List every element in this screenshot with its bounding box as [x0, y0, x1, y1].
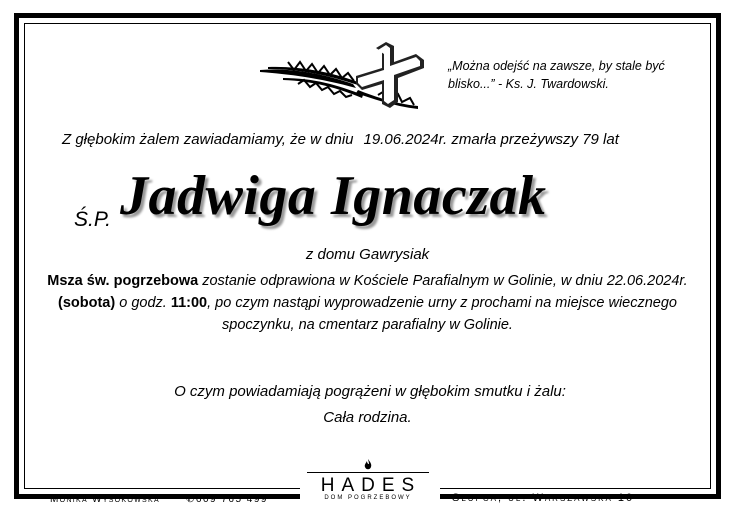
footer-phone: ✆609 765 499 [186, 494, 268, 505]
announcement-suffix: r. zmarła przeżywszy 79 lat [438, 131, 619, 148]
maiden-name: z domu Gawrysiak [305, 246, 430, 263]
cross-with-palm-icon [258, 40, 438, 112]
logo-brand: HADES [320, 475, 422, 496]
footer-person: Monika Wysokowska [50, 494, 160, 505]
honorific: Ś.P. [74, 208, 111, 231]
funeral-details [40, 270, 695, 336]
hades-logo [303, 458, 433, 501]
closing-family: Cała rodzina. [323, 409, 412, 426]
death-date: 19.06.2024 [363, 131, 439, 148]
logo-subtitle: DOM POGRZEBOWY [324, 495, 412, 501]
logo-rule [307, 472, 429, 473]
flame-icon [361, 458, 375, 472]
mass-label: Msza św. pogrzebowa [47, 273, 199, 289]
funeral-time: 11:00 [170, 295, 208, 311]
funeral-text-1: zostanie odprawiona w Kościele Parafialnym w Golinie, w dniu 22.06.2024r. [198, 273, 688, 289]
quote-text: „Można odejść na zawsze, by stale być blisko...” - Ks. J. Twardowski. [448, 59, 665, 91]
funeral-day: (sobota) [58, 295, 116, 311]
funeral-text-3: , po czym nastąpi wyprowadzenie urny z prochami na miejsce wiecznego spoczynku, na cmentarz parafialny w Golinie. [207, 295, 677, 333]
announcement-line [62, 131, 619, 148]
funeral-text-2: o godz. [115, 295, 171, 311]
footer-address: Słupca, ul. Warszawska 10 [452, 492, 635, 504]
closing-notice: O czym powiadamiają pogrążeni w głębokim smutku i żalu: [174, 383, 566, 400]
announcement-prefix: Z głębokim żalem zawiadamiamy, że w dniu [62, 131, 354, 148]
deceased-name: Jadwiga Ignaczak [120, 165, 547, 227]
